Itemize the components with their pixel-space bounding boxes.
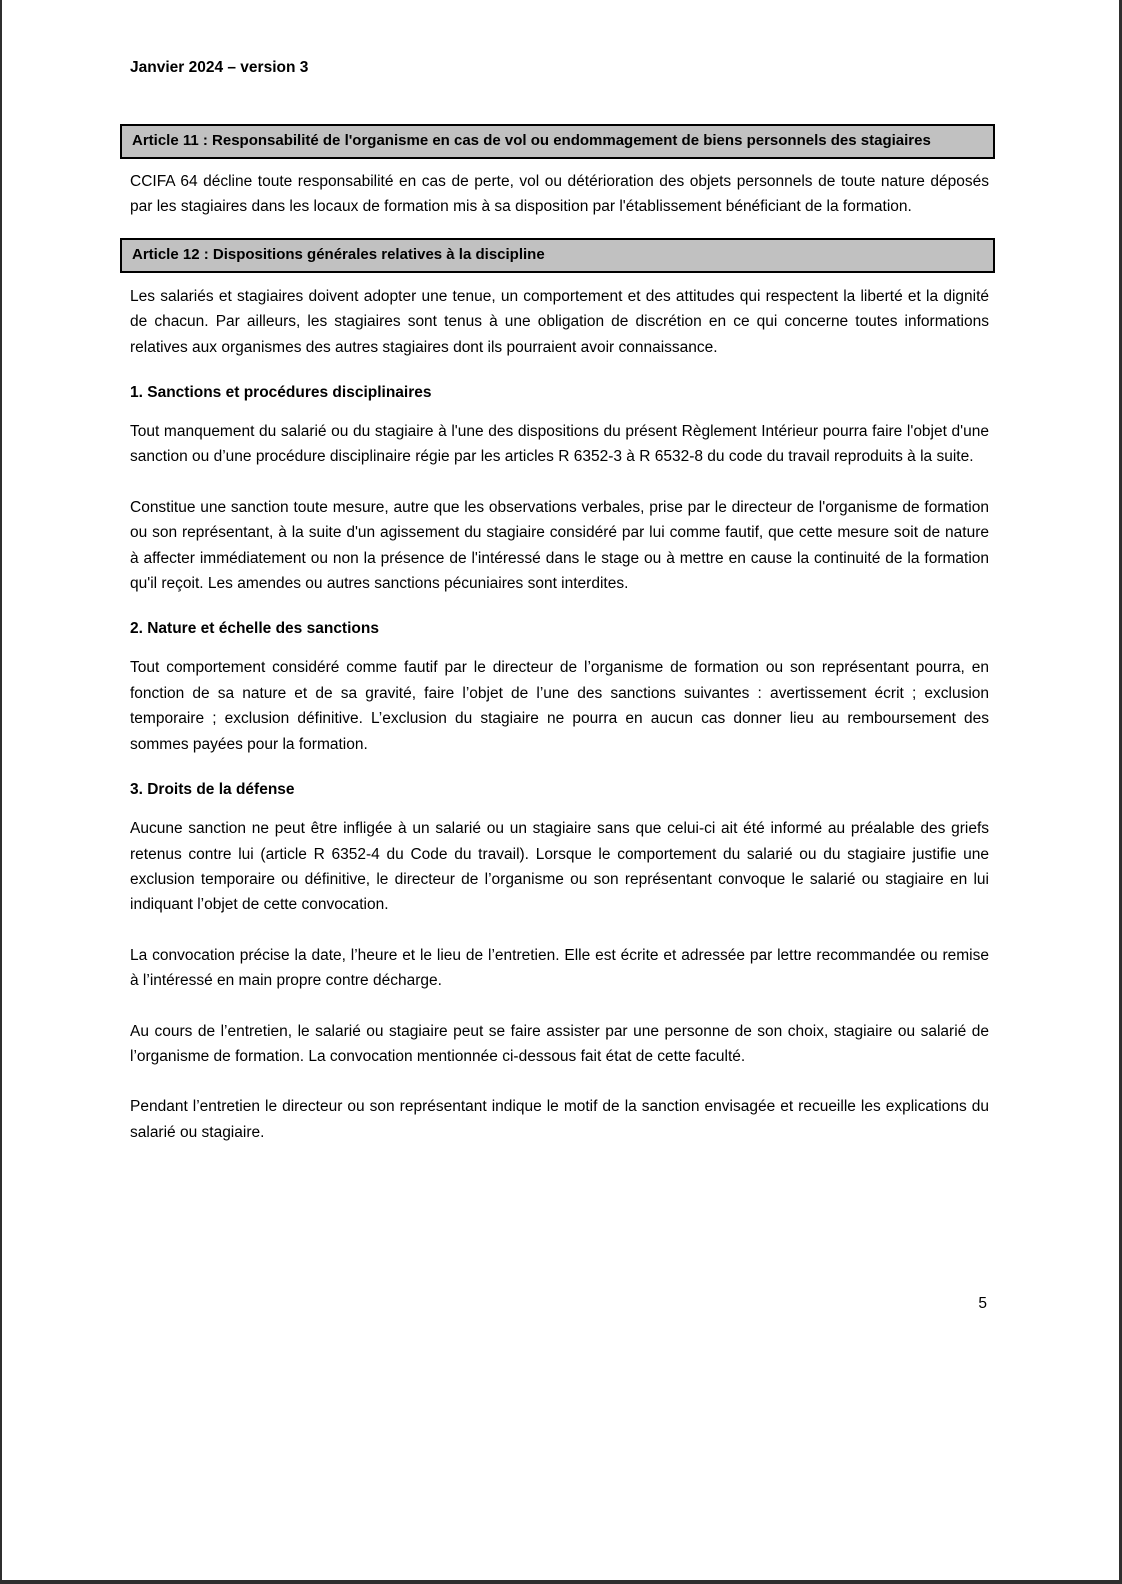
section-1-paragraph-1: Tout manquement du salarié ou du stagiaire à l'une des dispositions du présent Règlement Intérieur pourra faire l'objet d'une sanction ou d’une procédure disciplinaire régie par les articles R 6352-3 à R 6532-8 du code du travail reproduits à la suite. xyxy=(130,423,989,466)
section-1-paragraph-2: Constitue une sanction toute mesure, autre que les observations verbales, prise par le directeur de l'organisme de formation ou son représentant, à la suite d'un agissement du stagiaire considéré par lui comme fautif, que cette mesure soit de nature à affecter immédiatement ou non la présence de l'intéressé dans le stage ou à mettre en cause la continuité de la formation qu'il reçoit. Les amendes ou autres sanctions pécuniaires sont interdites. xyxy=(130,498,989,593)
page-number: 5 xyxy=(978,1295,987,1312)
section-3-paragraph-4: Pendant l’entretien le directeur ou son représentant indique le motif de la sanction envisagée et recueille les explications du salarié ou stagiaire. xyxy=(130,1098,989,1141)
section-3-paragraph-3: Au cours de l’entretien, le salarié ou stagiaire peut se faire assister par une personne de son choix, stagiaire ou salarié de l’organisme de formation. La convocation mentionnée ci-dessous fait état de cette faculté. xyxy=(130,1022,989,1065)
article-11-paragraph: CCIFA 64 décline toute responsabilité en cas de perte, vol ou détérioration des objets personnels de toute nature déposés par les stagiaires dans les locaux de formation mis à sa disposition par l'établissement bénéficiant de la formation. xyxy=(130,173,989,216)
section-1-title: 1. Sanctions et procédures disciplinaires xyxy=(130,384,432,402)
section-2-paragraph-1: Tout comportement considéré comme fautif par le directeur de l’organisme de formation ou son représentant pourra, en fonction de sa nature et de sa gravité, faire l’objet de l’une des sanctions suivantes : avertissement écrit ; exclusion temporaire ; exclusion définitive. L’exclusion du stagiaire ne pourra en aucun cas donner lieu au remboursement des sommes payées pour la formation. xyxy=(130,659,989,753)
section-3-title: 3. Droits de la défense xyxy=(130,781,295,799)
article-12-intro-paragraph: Les salariés et stagiaires doivent adopter une tenue, un comportement et des attitudes qui respectent la liberté et la dignité de chacun. Par ailleurs, les stagiaires sont tenus à une obligation de discrétion en ce qui concerne toutes informations relatives aux organismes des autres stagiaires dont ils pourraient avoir connaissance. xyxy=(130,287,989,356)
section-2-title: 2. Nature et échelle des sanctions xyxy=(130,620,379,638)
section-3-paragraph-2: La convocation précise la date, l’heure et le lieu de l’entretien. Elle est écrite et adressée par lettre recommandée ou remise à l’intéressé en main propre contre décharge. xyxy=(130,946,989,990)
version-header: Janvier 2024 – version 3 xyxy=(130,59,309,76)
article-11-heading-box: Article 11 : Responsabilité de l'organisme en cas de vol ou endommagement de biens personnels des stagiaires xyxy=(120,124,995,159)
article-12-heading-box: Article 12 : Dispositions générales relatives à la discipline xyxy=(120,238,995,273)
section-3-paragraph-1: Aucune sanction ne peut être infligée à un salarié ou un stagiaire sans que celui-ci ait été informé au préalable des griefs retenus contre lui (article R 6352-4 du Code du travail). Lorsque le comportement du salarié ou du stagiaire justifie une exclusion temporaire ou définitive, le directeur de l’organisme ou son représentant convoque le salarié ou stagiaire en lui indiquant l’objet de cette convocation. xyxy=(130,820,989,914)
